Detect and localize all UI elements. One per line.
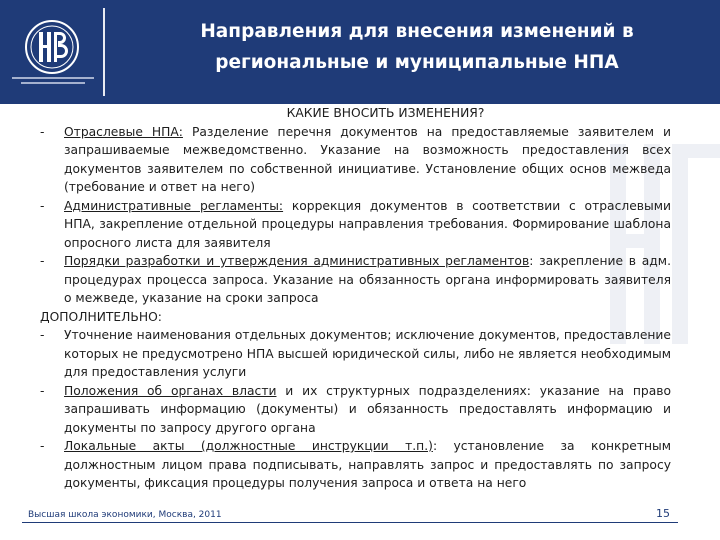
footer-divider — [22, 522, 678, 523]
item-text: коррекция документов в соответствии с отраслевыми НПА, закрепление отдельной процедуры направления требования. Формирование шаблона опросного листа для заявителя — [64, 198, 671, 250]
dash-bullet: - — [40, 198, 45, 213]
list-item-authorities — [40, 382, 671, 438]
list-item-sectoral — [40, 123, 671, 197]
item-text: Уточнение наименования отдельных документов; исключение документов, предоставление которых не предусмотрено НПА высшей юридической силы, либо не является необходимым для предоставления услуги — [64, 328, 671, 379]
page-number: 15 — [656, 507, 670, 520]
dash-bullet: - — [40, 383, 45, 398]
item-text: и их структурных подразделениях: указание на право запрашивать информацию (документы) и обязанность предоставлять информацию и документы по запросу другого органа — [64, 383, 671, 435]
logo-caption — [8, 74, 98, 84]
header-divider — [103, 8, 105, 96]
item-label: Отраслевые НПА: — [64, 124, 183, 139]
title-line-1: Направления для внесения изменений в — [200, 21, 634, 42]
dash-bullet: - — [40, 328, 45, 342]
item-text: : установление за конкретным должностным лицом права подписывать, направлять запрос и предоставлять по запросу документы, фиксация процедуры получения запроса и ответа на него — [64, 439, 672, 490]
dash-bullet: - — [40, 124, 45, 139]
item-label: Порядки разработки и утверждения административных регламентов — [64, 254, 530, 268]
item-text: Разделение перечня документов на предоставляемые заявителем и запрашиваемые межведомственно. Указание на возможность предоставления всех документов заявителем по собственной инициативе. Установление общих основ межведа (требование и ответ на него) — [64, 124, 671, 194]
item-text: : закрепление в адм. процедурах процесса запроса. Указание на обязанность органа информировать заявителя о межведе, указание на сроки запроса — [64, 254, 671, 305]
list-item-clarification — [40, 326, 671, 382]
footer-org: Высшая школа экономики, Москва, 2011 — [28, 510, 222, 520]
dash-bullet: - — [40, 439, 45, 453]
list-item-procedures — [40, 252, 671, 308]
list-item-local-acts — [40, 437, 671, 493]
header-bar — [0, 0, 720, 104]
list-item-regulations — [40, 197, 671, 253]
item-label: Административные регламенты: — [64, 198, 284, 213]
additional-heading: ДОПОЛНИТЕЛЬНО: — [40, 309, 162, 324]
item-label: Локальные акты (должностные инструкции т.п.) — [64, 439, 433, 453]
section-heading: КАКИЕ ВНОСИТЬ ИЗМЕНЕНИЯ? — [286, 106, 485, 120]
content-area — [40, 104, 671, 493]
item-label: Положения об органах власти — [64, 383, 277, 398]
dash-bullet: - — [40, 254, 45, 268]
title-line-2: региональные и муниципальные НПА — [215, 52, 619, 73]
page-title — [118, 16, 716, 78]
